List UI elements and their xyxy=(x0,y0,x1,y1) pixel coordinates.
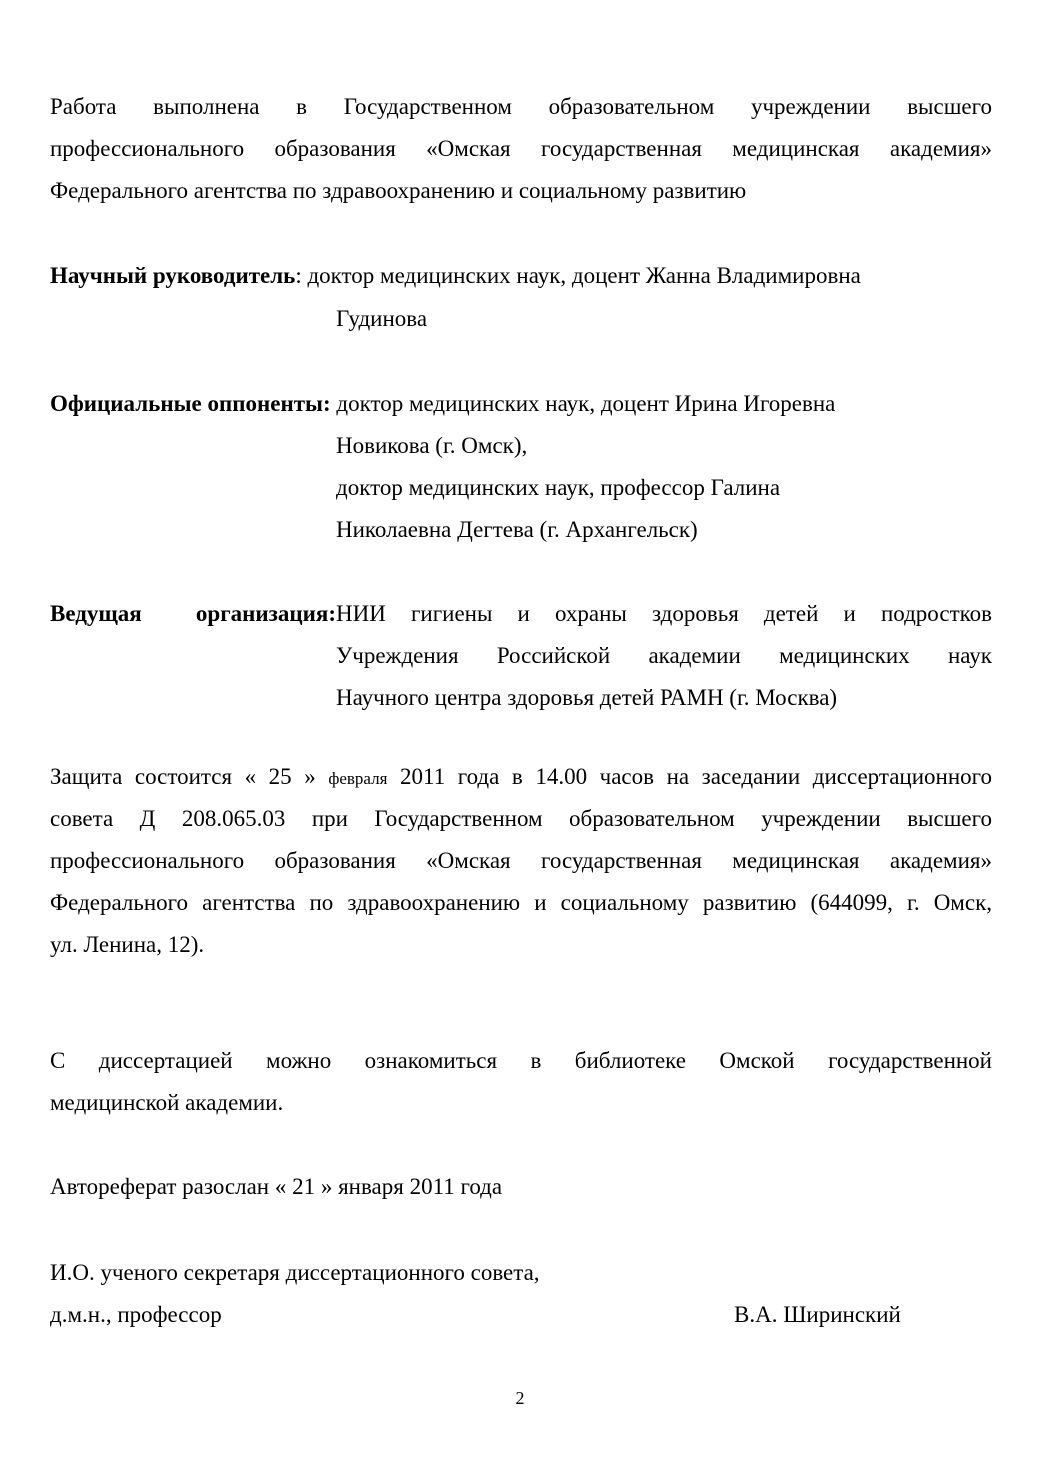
defense-line: ул. Ленина, 12). xyxy=(50,932,205,957)
defense-line: совета Д 208.065.03 при Государственном образовательном учреждении высшего xyxy=(50,806,992,831)
intro-paragraph xyxy=(50,86,992,212)
lead-org-line: НИИ гигиены и охраны здоровья детей и подростков xyxy=(336,601,992,626)
library-paragraph xyxy=(50,1040,992,1124)
secretary-title: д.м.н., профессор xyxy=(50,1302,222,1327)
intro-line: Работа выполнена в Государственном образовательном учреждении высшего xyxy=(50,94,992,119)
lead-org-text xyxy=(336,593,992,719)
library-line: медицинской академии. xyxy=(50,1090,284,1115)
supervisor-separator: : xyxy=(295,263,302,288)
secretary-name: В.А. Ширинский xyxy=(734,1302,901,1327)
supervisor-name-part2: Гудинова xyxy=(336,306,428,331)
page-number: 2 xyxy=(515,1388,525,1408)
lead-org-label xyxy=(50,593,336,635)
abstract-sent-date: Автореферат разослан « 21 » января 2011 года xyxy=(50,1174,503,1199)
defense-line: профессионального образования «Омская государственная медицинская академия» xyxy=(50,848,992,873)
intro-line: Федерального агентства по здравоохранению и социальному развитию xyxy=(50,178,747,203)
opponent-1-part1: доктор медицинских наук, доцент Ирина Игоревна xyxy=(336,391,836,416)
defense-month: февраля xyxy=(328,769,388,788)
supervisor-line xyxy=(50,255,861,297)
lead-org-line: Научного центра здоровья детей РАМН (г. Москва) xyxy=(336,685,838,710)
secretary-position: И.О. ученого секретаря диссертационного совета, xyxy=(50,1260,540,1285)
defense-date: Защита состоится « 25 » xyxy=(50,764,316,789)
defense-line xyxy=(50,756,992,798)
defense-paragraph xyxy=(50,756,992,966)
opponent-1-part2: Новикова (г. Омск), xyxy=(336,433,528,458)
defense-line: Федерального агентства по здравоохранению и социальному развитию (644099, г. Омск, xyxy=(50,890,992,915)
lead-org-label-word2: организация: xyxy=(195,601,336,626)
opponent-2-part1: доктор медицинских наук, профессор Галина xyxy=(336,475,781,500)
supervisor-name-part1: доктор медицинских наук, доцент Жанна Владимировна xyxy=(307,263,861,288)
library-line: С диссертацией можно ознакомиться в библиотеке Омской государственной xyxy=(50,1048,992,1073)
supervisor-label: Научный руководитель xyxy=(50,263,296,288)
lead-org-line: Учреждения Российской академии медицинских наук xyxy=(336,643,992,668)
lead-org-label-word1: Ведущая xyxy=(50,601,142,626)
opponents-label: Официальные оппоненты: xyxy=(50,391,331,416)
opponents-line xyxy=(50,383,835,425)
opponent-2-part2: Николаевна Дегтева (г. Архангельск) xyxy=(336,517,698,542)
defense-time: 2011 года в 14.00 часов на заседании диссертационного xyxy=(400,764,992,789)
intro-line: профессионального образования «Омская государственная медицинская академия» xyxy=(50,136,992,161)
